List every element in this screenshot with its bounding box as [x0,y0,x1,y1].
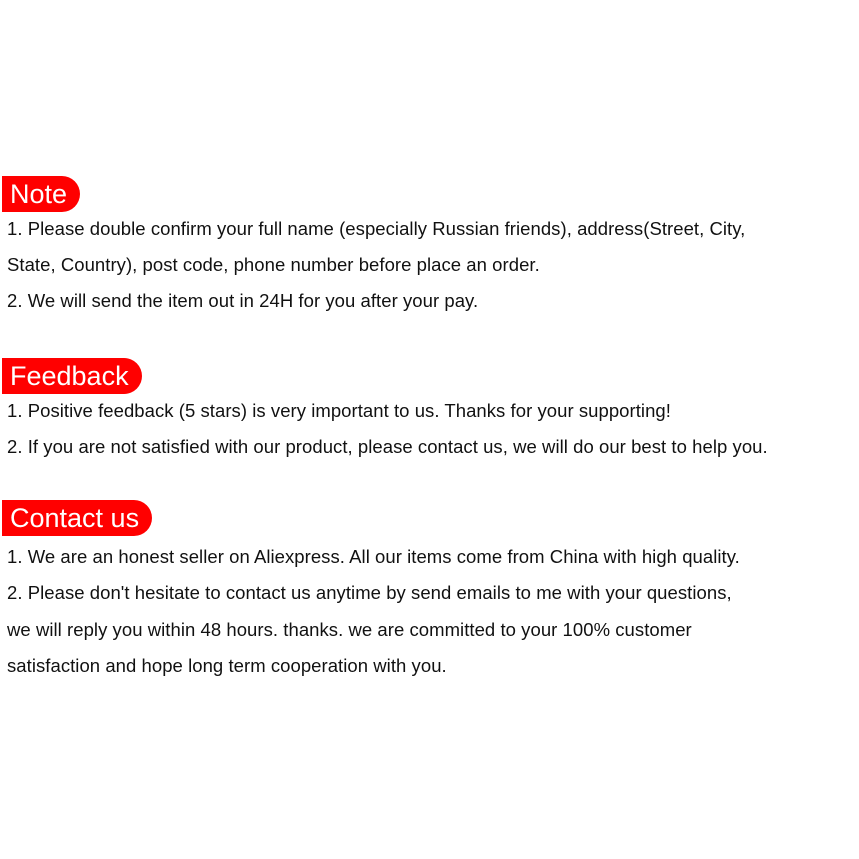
contact-line-1: 1. We are an honest seller on Aliexpress. All our items come from China with high quality. [7,546,740,567]
contact-line-4: satisfaction and hope long term cooperation with you. [7,655,447,676]
contact-line-2: 2. Please don't hesitate to contact us anytime by send emails to me with your questions, [7,582,732,603]
feedback-line-1: 1. Positive feedback (5 stars) is very important to us. Thanks for your supporting! [7,400,671,421]
feedback-heading-badge: Feedback [2,358,142,394]
contact-heading-badge: Contact us [2,500,152,536]
note-line-1: 1. Please double confirm your full name (especially Russian friends), address(Street, City, [7,218,746,239]
feedback-line-2: 2. If you are not satisfied with our product, please contact us, we will do our best to help you. [7,436,768,457]
note-heading-badge: Note [2,176,80,212]
note-line-3: 2. We will send the item out in 24H for you after your pay. [7,290,479,311]
contact-line-3: we will reply you within 48 hours. thanks. we are committed to your 100% customer [7,619,692,640]
note-line-2: State, Country), post code, phone number before place an order. [7,254,540,275]
